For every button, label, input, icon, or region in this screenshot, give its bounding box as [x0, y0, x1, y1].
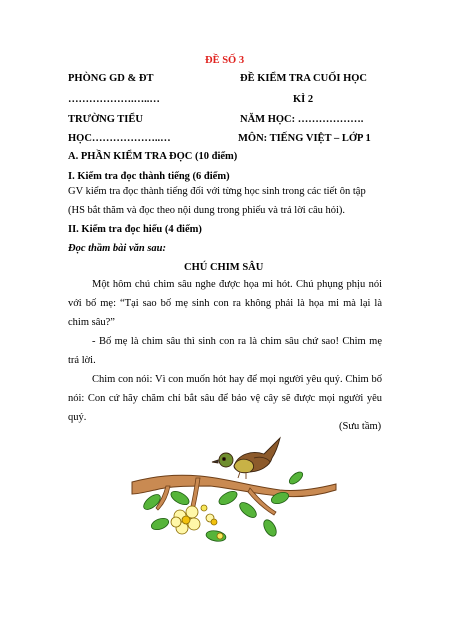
header-right-year: NĂM HỌC: ………………. — [240, 114, 364, 125]
story-paragraph-2: - Bố mẹ là chim sâu thì sinh con ra là chim sâu chứ sao! Chim mẹ trả lời. — [68, 336, 382, 366]
part1-text-line1: GV kiểm tra đọc thành tiếng đối với từng học sinh trong các tiết ôn tập — [68, 186, 366, 197]
header-left-school-line2: HỌC………………..… — [68, 133, 171, 144]
story-source: (Sưu tầm) — [339, 421, 382, 432]
part1-text-line2: (HS bắt thăm và đọc theo nội dung trong phiếu và trả lời câu hỏi). — [68, 205, 346, 216]
header-left-org: PHÒNG GD & ĐT — [68, 73, 154, 84]
story-paragraph-3: Chim con nói: Vì con muốn hót hay để mọi người yêu quý. Chim bố nói: Con cứ hãy chăm chỉ bắt sâu để bảo vệ cây sẽ được mọi người yêu quý. — [68, 374, 382, 423]
part2-instruction: Đọc thầm bài văn sau: — [68, 243, 167, 254]
bird — [212, 438, 280, 479]
exam-number: ĐỀ SỐ 3 — [205, 55, 245, 66]
part2-heading: II. Kiểm tra đọc hiểu (4 điểm) — [68, 224, 202, 235]
section-a-heading: A. PHẦN KIỂM TRA ĐỌC (10 điểm) — [68, 151, 238, 162]
header-left-dots: ……………….…..… — [68, 94, 160, 105]
part1-heading: I. Kiểm tra đọc thành tiếng (6 điểm) — [68, 171, 230, 182]
header-right-term: KÌ 2 — [293, 94, 314, 105]
story-title: CHÚ CHIM SÂU — [184, 262, 264, 273]
story-paragraph-1: Một hôm chú chim sâu nghe được họa mi hót. Chú phụng phịu nói với bố mẹ: “Tại sao bố mẹ sinh con ra không phải là họa mi mà lại là chim sâu?” — [68, 279, 382, 328]
bird-on-branch-illustration — [130, 432, 340, 552]
header-right-title: ĐỀ KIỂM TRA CUỐI HỌC — [240, 73, 367, 84]
header-right-subject: MÔN: TIẾNG VIỆT – LỚP 1 — [238, 133, 371, 144]
header-left-school: TRƯỜNG TIỂU — [68, 114, 143, 125]
